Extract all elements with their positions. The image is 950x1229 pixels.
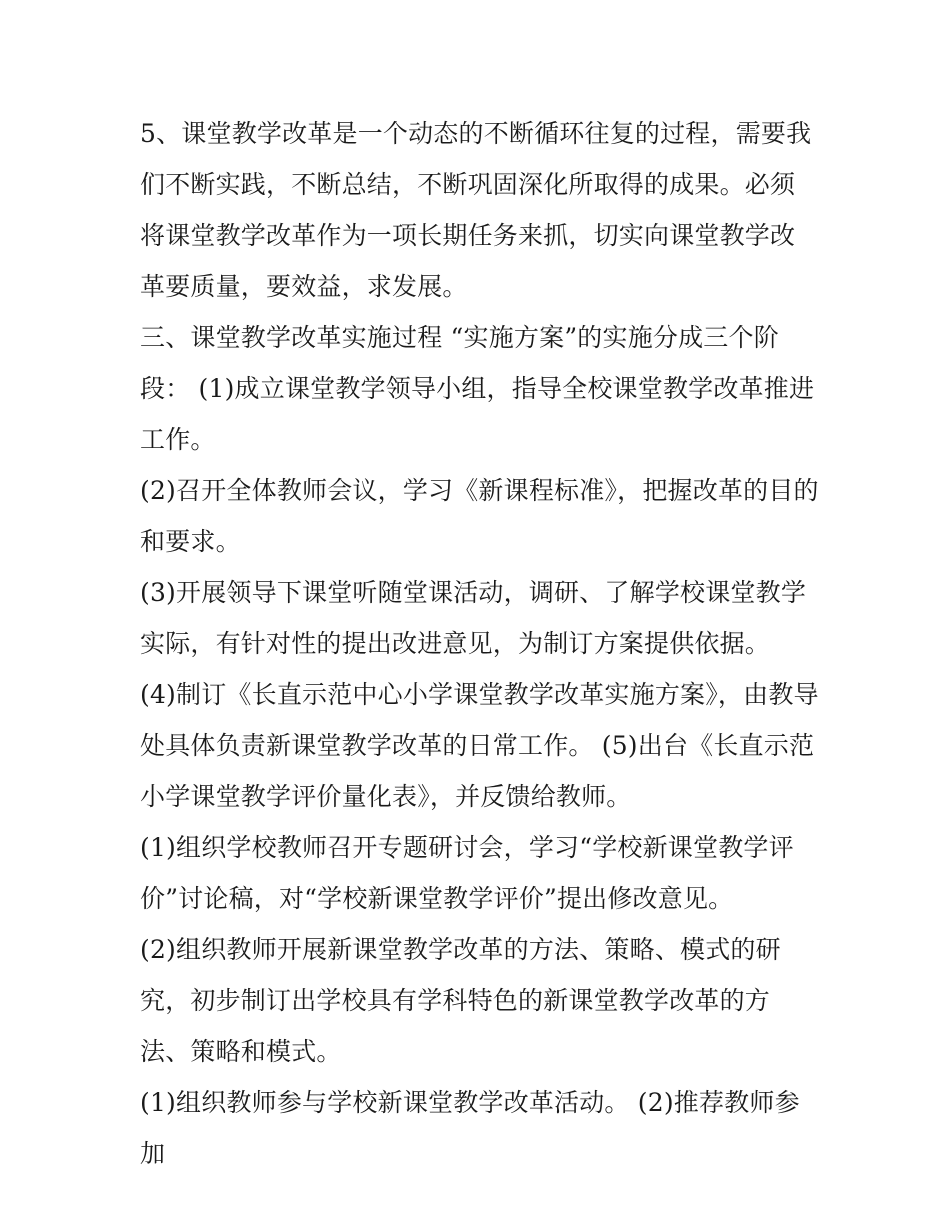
paragraph-teacher-participation: (1)组织教师参与学校新课堂教学改革活动。 (2)推荐教师参加 xyxy=(140,1088,800,1168)
paragraph-seminar: (1)组织学校教师召开专题研讨会，学习“学校新课堂教学评价”讨论稿，对“学校新课堂教学评价”提出修改意见。 xyxy=(140,833,794,913)
paragraph-teacher-meeting: (2)召开全体教师会议，学习《新课程标准》，把握改革的目的和要求。 xyxy=(140,476,819,556)
paragraph-reform-dynamic-process: 5、课堂教学改革是一个动态的不断循环往复的过程，需要我们不断实践，不断总结，不断巩固深化所取得的成果。必须将课堂教学改革作为一项长期任务来抓，切实向课堂教学改革要质量，要效益，求发展。 xyxy=(140,119,812,301)
paragraph-methods-research: (2)组织教师开展新课堂教学改革的方法、策略、模式的研究，初步制订出学校具有学科特色的新课堂教学改革的方法、策略和模式。 xyxy=(140,935,781,1066)
paragraph-implementation-plan: (4)制订《长直示范中心小学课堂教学改革实施方案》，由教导处具体负责新课堂教学改革的日常工作。 (5)出台《长直示范小学课堂教学评价量化表》，并反馈给教师。 xyxy=(140,680,819,811)
document-body xyxy=(140,108,820,1179)
paragraph-implementation-stages: 三、课堂教学改革实施过程 “实施方案”的实施分成三个阶段： (1)成立课堂教学领导小组，指导全校课堂教学改革推进工作。 xyxy=(140,323,815,454)
paragraph-classroom-observation: (3)开展领导下课堂听随堂课活动，调研、了解学校课堂教学实际，有针对性的提出改进意见，为制订方案提供依据。 xyxy=(140,578,807,658)
